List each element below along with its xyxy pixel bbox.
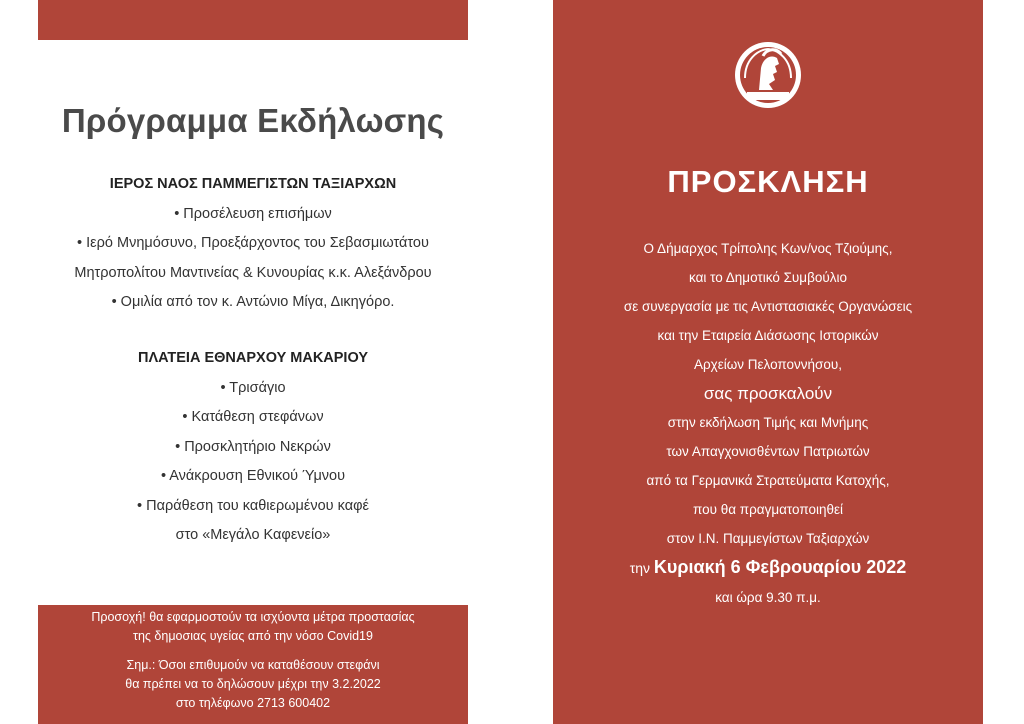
municipality-logo [733, 40, 803, 110]
list-item: • Προσκλητήριο Νεκρών [175, 438, 331, 455]
event-time: και ώρα 9.30 π.μ. [715, 590, 821, 605]
section-church [38, 170, 468, 318]
invitation-line: που θα πραγματοποιηθεί [692, 502, 844, 517]
list-item: • Παράθεση του καθιερωμένου καφέ [137, 497, 369, 514]
program-title: Πρόγραμμα Εκδήλωσης [61, 102, 445, 139]
invitation-line: Ο Δήμαρχος Τρίπολης Κων/νος Τζιούμης, [643, 241, 893, 256]
invitation-line: των Απαγχονισθέντων Πατριωτών [666, 444, 870, 459]
invitation-body [553, 234, 983, 612]
notice-box [38, 605, 468, 724]
notice-line: θα πρέπει να το δηλώσουν μέχρι την 3.2.2022 [125, 677, 381, 691]
list-item: Μητροπολίτου Μαντινείας & Κυνουρίας κ.κ. Αλεξάνδρου [74, 264, 432, 281]
invitation-line: και το Δημοτικό Συμβούλιο [688, 270, 847, 285]
notice-line: στο τηλέφωνο 2713 600402 [175, 696, 331, 710]
list-item: • Τρισάγιο [220, 379, 286, 396]
invitation-line: Αρχείων Πελοποννήσου, [693, 357, 843, 372]
list-item: στο «Μεγάλο Καφενείο» [175, 527, 331, 543]
invitation-line: από τα Γερμανικά Στρατεύματα Κατοχής, [646, 473, 890, 488]
event-date-line [553, 553, 983, 583]
list-item: • Κατάθεση στεφάνων [182, 409, 324, 425]
notice-line: Προσοχή! θα εφαρμοστούν τα ισχύοντα μέτρα προστασίας [91, 610, 415, 624]
section-square [38, 344, 468, 551]
notice-line: Σημ.: Όσοι επιθυμούν να καταθέσουν στεφάνι [126, 658, 380, 672]
list-item: • Προσέλευση επισήμων [174, 205, 332, 222]
notice-line: της δημοσιας υγείας από την νόσο Covid19 [133, 629, 373, 643]
invitation-line: σε συνεργασία με τις Αντιστασιακές Οργανώσεις [623, 299, 913, 314]
invitation-line: στον Ι.Ν. Παμμεγίστων Ταξιαρχών [666, 531, 870, 546]
list-item: • Ομιλία από τον κ. Αντώνιο Μίγα, Δικηγόρο. [111, 294, 395, 310]
date-prefix: την [629, 560, 651, 576]
event-date: Κυριακή 6 Φεβρουαρίου 2022 [653, 557, 907, 577]
section-heading: ΙΕΡΟΣ ΝΑΟΣ ΠΑΜΜΕΓΙΣΤΩΝ ΤΑΞΙΑΡΧΩΝ [109, 176, 397, 192]
invitation-line: στην εκδήλωση Τιμής και Μνήμης [667, 415, 869, 430]
section-heading: ΠΛΑΤΕΙΑ ΕΘΝΑΡΧΟΥ ΜΑΚΑΡΙΟΥ [137, 350, 369, 366]
list-item: • Ανάκρουση Εθνικού Ύμνου [160, 468, 346, 484]
invitation-line: και την Εταιρεία Διάσωσης Ιστορικών [657, 328, 879, 343]
list-item: • Ιερό Μνημόσυνο, Προεξάρχοντος του Σεβασμιωτάτου [77, 235, 429, 251]
program-panel [38, 40, 468, 605]
top-band [38, 0, 468, 40]
invitation-title: ΠΡΟΣΚΛΗΣΗ [667, 164, 869, 199]
invitation-panel [553, 0, 983, 724]
invitation-highlight: σας προσκαλούν [703, 384, 833, 403]
